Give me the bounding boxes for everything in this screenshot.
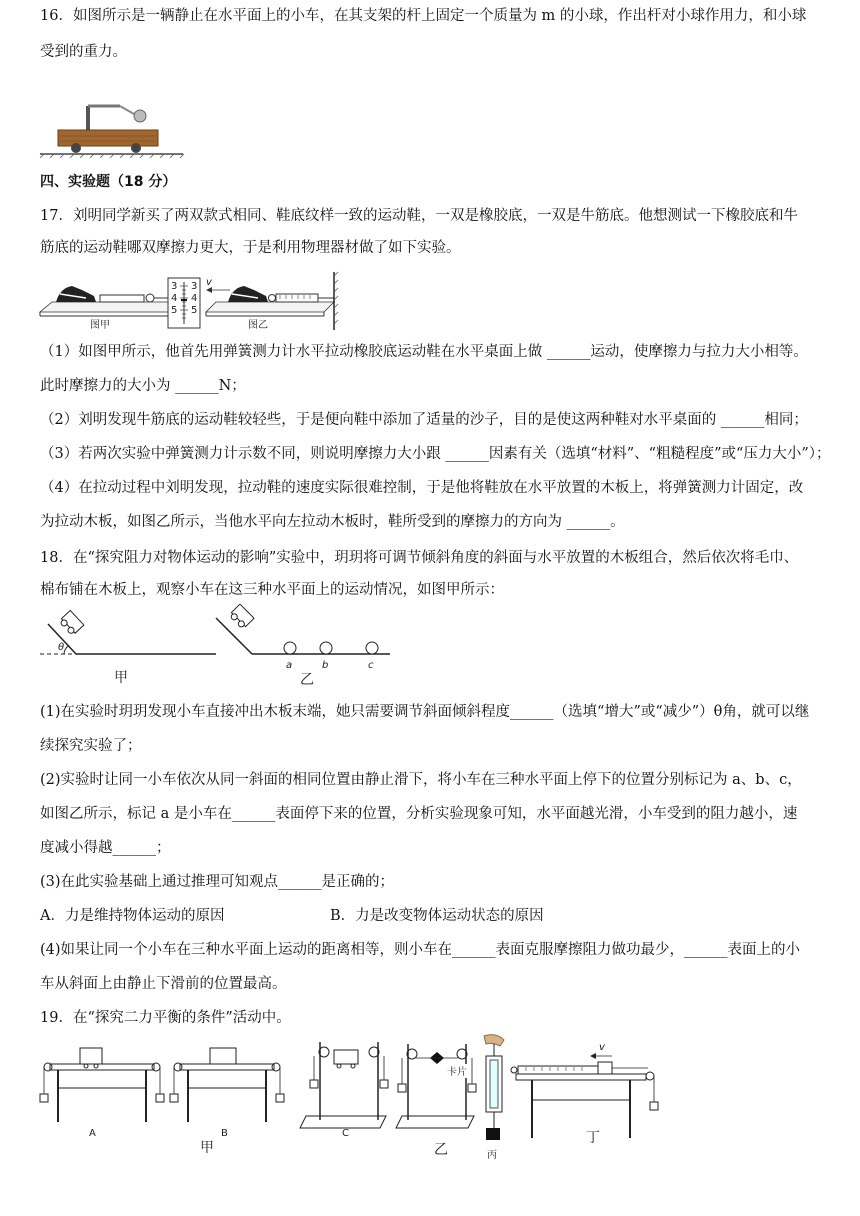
fig-label-yi: 乙 bbox=[300, 672, 314, 688]
label-yi: 乙 bbox=[434, 1142, 448, 1158]
label-c: C bbox=[342, 1128, 349, 1139]
label-ding: 丁 bbox=[586, 1130, 600, 1146]
label-a: A bbox=[89, 1128, 96, 1139]
apparatus-c bbox=[300, 1042, 388, 1139]
q17-part-3: （3）若两次实验中弹簧测力计示数不同，则说明摩擦力大小跟 ______因素有关（选填“材料”、“粗糙程度”或“压力大小”）； bbox=[40, 446, 831, 462]
scale-number: 3 bbox=[171, 281, 178, 292]
scale-number: 4 bbox=[191, 293, 198, 304]
apparatus-a bbox=[40, 1048, 164, 1139]
q18-text-line-2: 棉布铺在木板上，观察小车在这三种水平面上的运动情况，如图甲所示： bbox=[40, 582, 504, 598]
q17-shoe-figures bbox=[38, 268, 348, 334]
label-b: B bbox=[221, 1128, 228, 1139]
q18-part-3: (3)在此实验基础上通过推理可知观点______是正确的； bbox=[40, 874, 395, 890]
q18-part-2-line-1: (2)实验时让同一小车依次从同一斜面的相同位置由静止滑下，将小车在三种水平面上停下的位置分别标记为 a、b、c， bbox=[40, 772, 802, 788]
q17-text-line-2: 筋底的运动鞋哪双摩擦力更大，于是利用物理器材做了如下实验。 bbox=[40, 240, 461, 256]
apparatus-b bbox=[170, 1048, 284, 1156]
q18-part-1-line-1: (1)在实验时玥玥发现小车直接冲出木板末端，她只需要调节斜面倾斜程度______（选填“增大”或“减少”）θ角，就可以继 bbox=[40, 704, 810, 720]
scale-number: 5 bbox=[191, 305, 198, 316]
q17-part-2: （2）刘明发现牛筋底的运动鞋较轻些，于是便向鞋中添加了适量的沙子，目的是使这两种鞋对水平桌面的 ______相同； bbox=[40, 412, 808, 428]
q19-apparatus-figures bbox=[34, 1034, 664, 1164]
q16-text-line-1: 16．如图所示是一辆静止在水平面上的小车，在其支架的杆上固定一个质量为 m 的小球，作出杆对小球作用力，和小球 bbox=[40, 8, 807, 24]
q18-part-4-line-1: (4)如果让同一个小车在三种水平面上运动的距离相等，则小车在______表面克服摩擦阻力做功最少，______表面上的小 bbox=[40, 942, 801, 958]
q18-part-1-line-2: 续探究实验了； bbox=[40, 738, 142, 754]
q16-text-line-2: 受到的重力。 bbox=[40, 44, 127, 60]
apparatus-spring-scale bbox=[484, 1035, 504, 1161]
q17-part-4-line-2: 为拉动木板，如图乙所示，当他水平向左拉动木板时，鞋所受到的摩擦力的方向为 ______。 bbox=[40, 514, 625, 530]
fig-label-jia: 甲 bbox=[114, 670, 128, 686]
velocity-label: v bbox=[206, 277, 212, 288]
q18-part-2-line-2: 如图乙所示，标记 a 是小车在______表面停下来的位置，分析实验现象可知，水平面越光滑，小车受到的阻力越小，速 bbox=[40, 806, 798, 822]
q18-option-a: A．力是维持物体运动的原因 bbox=[40, 908, 225, 924]
scale-number: 3 bbox=[191, 281, 198, 292]
label-bing: 丙 bbox=[487, 1150, 497, 1161]
q18-option-b: B．力是改变物体运动状态的原因 bbox=[330, 908, 544, 924]
fig-label-jia: 图甲 bbox=[90, 320, 110, 331]
scale-number: 5 bbox=[171, 305, 178, 316]
label-jia: 甲 bbox=[200, 1140, 214, 1156]
card-label: 卡片 bbox=[447, 1067, 467, 1078]
mark-a: a bbox=[286, 660, 293, 671]
section-4-heading: 四、实验题（18 分） bbox=[40, 174, 177, 190]
q16-cart-figure bbox=[38, 98, 188, 158]
theta-label: θ bbox=[58, 642, 65, 653]
mark-b: b bbox=[322, 660, 329, 671]
q17-part-4-line-1: （4）在拉动过程中刘明发现，拉动鞋的速度实际很难控制，于是他将鞋放在水平放置的木板上，将弹簧测力计固定，改 bbox=[40, 480, 804, 496]
apparatus-ding bbox=[511, 1042, 658, 1146]
q18-incline-figures bbox=[38, 604, 398, 688]
q17-text-line-1: 17．刘明同学新买了两双款式相同、鞋底纹样一致的运动鞋，一双是橡胶底，一双是牛筋底。他想测试一下橡胶底和牛 bbox=[40, 208, 798, 224]
velocity-label: v bbox=[599, 1042, 605, 1053]
q18-part-4-line-2: 车从斜面上由静止下滑前的位置最高。 bbox=[40, 976, 287, 992]
fig-label-yi: 图乙 bbox=[248, 320, 268, 331]
q19-text-line-1: 19．在“探究二力平衡的条件”活动中。 bbox=[40, 1010, 291, 1026]
apparatus-card bbox=[396, 1044, 476, 1158]
q17-part-1-line-1: （1）如图甲所示，他首先用弹簧测力计水平拉动橡胶底运动鞋在水平桌面上做 ______运动，使摩擦力与拉力大小相等。 bbox=[40, 344, 808, 360]
q18-part-2-line-3: 度减小得越______； bbox=[40, 840, 171, 856]
q17-part-1-line-2: 此时摩擦力的大小为 ______N； bbox=[40, 378, 246, 394]
scale-number: 4 bbox=[171, 293, 178, 304]
q18-text-line-1: 18．在“探究阻力对物体运动的影响”实验中，玥玥将可调节倾斜角度的斜面与水平放置的木板组合，然后依次将毛巾、 bbox=[40, 550, 799, 566]
mark-c: c bbox=[368, 660, 374, 671]
